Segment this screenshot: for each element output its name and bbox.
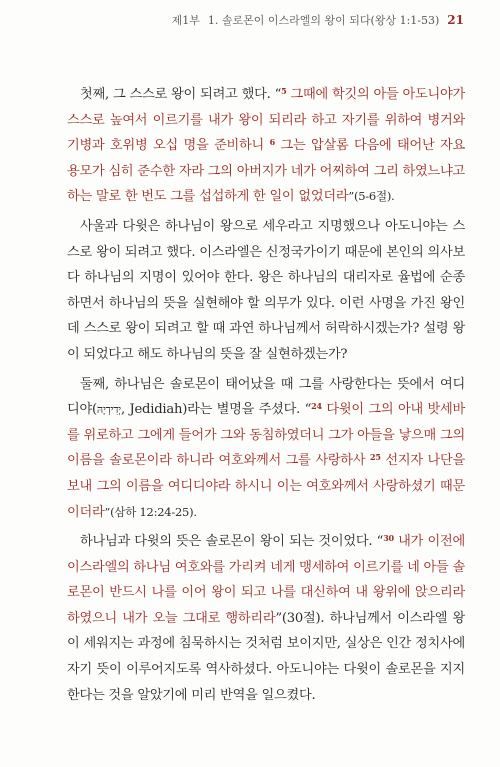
scripture-quote: 그때에 학깃의 아들 아도니야가 스스로 높여서 이르기를 내가 왕이 되리라 하고 자기를 위하여 병거와 기병과 호위병 오십 명을 준비하니 — [67, 87, 465, 154]
paragraph-text: 첫째, 그 스스로 왕이 되려고 했다. “ — [80, 87, 282, 102]
paragraph-4 — [67, 529, 465, 708]
verse-number: 25 — [370, 452, 381, 463]
verse-number: 24 — [311, 401, 322, 412]
paragraph-3 — [67, 372, 465, 526]
paragraph-1 — [67, 82, 465, 210]
running-header — [172, 12, 464, 28]
verse-number: 5 — [281, 86, 287, 96]
verse-number: 30 — [383, 533, 394, 544]
scripture-quote: 다윗이 그의 아내 밧세바를 위로하고 그에게 들어가 그와 동침하였더니 그가 아들을 낳으매 그의 이름을 솔로몬이라 하니라 여호와께서 그를 사랑하사 — [67, 402, 465, 469]
page-body — [67, 82, 465, 712]
header-chapter-title: 1. 솔로몬이 이스라엘의 왕이 되다(왕상 1:1-53) — [207, 14, 440, 27]
paragraph-text: 둘째, 하나님은 솔로몬이 태어났을 때 그를 사랑한다는 뜻에서 여디디야( — [67, 376, 465, 418]
scripture-reference: ”(삼하 12:24-25). — [104, 504, 197, 519]
header-part: 제1부 — [171, 14, 200, 27]
paragraph-text: , Jedidiah)라는 별명을 주셨다. “ — [120, 402, 312, 418]
paragraph-text: ”(30절). 하나님께서 이스라엘 왕이 세워지는 과정에 침묵하시는 것처럼 보이지만, 실상은 인간 정치사에 자기 뜻이 이루어지도록 역사하셨다. 아도니야는 다윗이 솔로몬을 지지한다는 것을 알았기에 미리 반역을 일으켰다. — [67, 610, 465, 703]
paragraph-text: 하나님과 다윗의 뜻은 솔로몬이 왕이 되는 것이었다. “ — [80, 534, 384, 550]
scripture-quote: 내가 이전에 이스라엘의 하나님 여호와를 가리켜 네게 맹세하여 이르기를 네 아들 솔로몬이 반드시 나를 이어 왕이 되고 나를 대신하여 내 왕위에 앉으리라 하였으니 내가 오늘 그대로 행하리라 — [67, 534, 465, 626]
verse-number: 6 — [269, 137, 275, 148]
page-number: 21 — [447, 13, 464, 27]
scripture-quote: 선지자 나단을 보내 그의 이름을 여디디야라 하시니 이는 여호와께서 사랑하셨기 때문이더라 — [67, 453, 465, 520]
scripture-reference: ”(5-6절). — [348, 189, 395, 204]
scripture-quote: 그는 압살롬 다음에 태어난 자요 용모가 심히 준수한 자라 그의 아버지가 네가 어찌하여 그리 하였느냐고 하는 말로 한 번도 그를 섭섭하게 한 일이 없었더라 — [67, 138, 465, 205]
hebrew-word: יְדִידְיָהּ — [96, 403, 121, 417]
paragraph-2: 사울과 다윗은 하나님이 왕으로 세우라고 지명했으나 아도니야는 스스로 왕이 되려고 했다. 이스라엘은 신정국가이기 때문에 본인의 의사보다 하나님의 지명이 있어야 한다. 왕은 하나님의 대리자로 율법에 순종하면서 하나님의 뜻을 실현해야 할 의무가 있다. 이런 사명을 가진 왕인데 스스로 왕이 되려고 할 때 과연 하나님께서 허락하시겠는가? 설령 왕이 되었다고 해도 하나님의 뜻을 잘 실현하겠는가? — [67, 218, 465, 362]
